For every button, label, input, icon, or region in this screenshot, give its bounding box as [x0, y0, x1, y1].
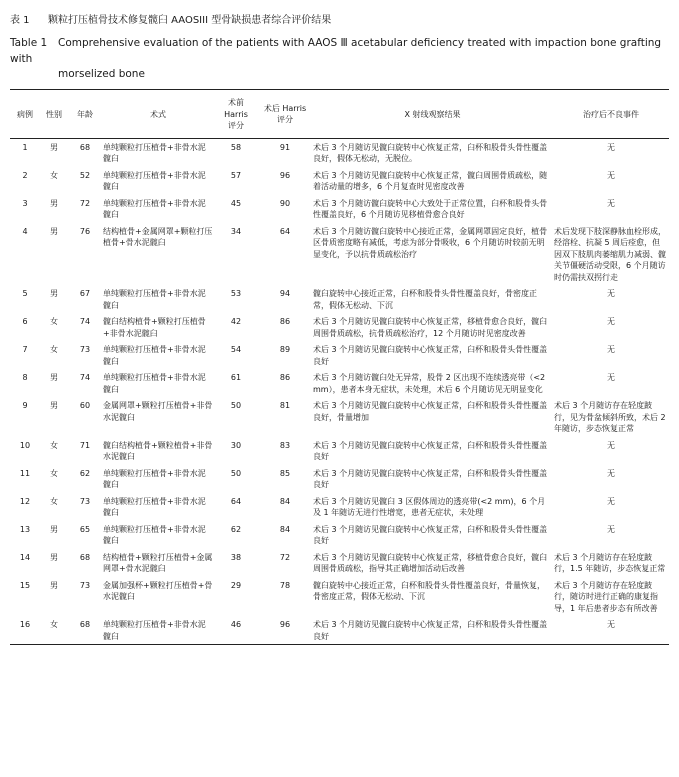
cell-xray: 术后 3 个月随访见髋臼旋转中心恢复正常，臼杯和股骨头骨性覆盖良好 — [313, 468, 548, 489]
cell-xray: 术后 3 个月随访见髋臼旋转中心恢复正常，臼杯和股骨头骨性覆盖良好 — [312, 616, 553, 645]
cell-xray: 术后 3 个月随访见髋臼旋转中心恢复正常，移植骨愈合良好，髋臼周围骨质疏松，抗骨质疏松治疗，12 个月随访时见密度改善 — [313, 317, 548, 338]
cell-post-harris: 81 — [279, 401, 291, 410]
cell-pre-harris: 46 — [214, 616, 258, 645]
cell-xray: 髋臼旋转中心接近正常，臼杯和股骨头骨性覆盖良好，骨密度正常，假体无松动、下沉 — [313, 289, 537, 310]
table-row — [10, 465, 669, 493]
table-row — [10, 549, 669, 577]
cell-xray: 术后 3 个月随访见髋臼旋转中心恢复正常，臼杯和股骨头骨性覆盖良好 — [313, 440, 548, 461]
cell-sex: 女 — [50, 468, 58, 478]
cell-procedure: 单纯颗粒打压植骨+非骨水泥髋臼 — [103, 373, 206, 394]
cell-xray: 髋臼旋转中心接近正常，臼杯和股骨头骨性覆盖良好，骨量恢复，骨密度正常，假体无松动、下沉 — [313, 580, 545, 601]
cell-procedure: 单纯颗粒打压植骨+非骨水泥髋臼 — [103, 496, 206, 517]
cell-adverse: 无 — [607, 170, 615, 180]
cell-sex: 女 — [50, 440, 58, 450]
cell-pre-harris: 62 — [230, 524, 242, 534]
cell-pre-harris: 50 — [230, 401, 242, 410]
cell-age: 71 — [79, 440, 91, 450]
header-case: 病例 — [10, 90, 40, 139]
table-body — [10, 138, 669, 645]
cell-sex: 男 — [50, 580, 58, 590]
cell-adverse: 术后 3 个月随访存在轻度跛行，1.5 年随访，步态恢复正常 — [554, 552, 666, 573]
cell-post-harris: 96 — [279, 170, 291, 180]
header-procedure: 术式 — [102, 90, 214, 139]
table-row — [10, 195, 669, 223]
cell-age: 73 — [79, 580, 91, 590]
cell-pre-harris: 61 — [230, 373, 242, 382]
cell-xray: 术后 3 个月随访见髋臼旋转中心恢复正常，移植骨愈合良好，髋臼周围骨质疏松，指导其正确增加活动后改善 — [313, 552, 548, 573]
cell-procedure: 髋臼结构植骨+颗粒打压植骨+非骨水泥髋臼 — [103, 317, 206, 338]
cell-age: 74 — [79, 373, 91, 382]
table-row — [10, 369, 669, 397]
cell-adverse: 无 — [607, 317, 615, 326]
cell-sex: 女 — [50, 170, 58, 180]
cell-pre-harris: 42 — [230, 317, 242, 326]
cell-pre-harris: 58 — [230, 142, 242, 152]
cell-case: 8 — [22, 373, 28, 382]
cell-procedure: 金属加强杯+颗粒打压植骨+骨水泥髋臼 — [103, 580, 213, 601]
cell-pre-harris: 45 — [230, 198, 242, 208]
cell-age: 52 — [79, 170, 91, 180]
cell-procedure: 单纯颗粒打压植骨+非骨水泥髋臼 — [103, 198, 206, 219]
cell-xray: 术后 3 个月随访髋臼旋转中心接近正常，金属网罩固定良好，植骨区骨质密度略有减低，考虑为部分骨吸收，6 个月随访时较前无明显变化，予以抗骨质疏松治疗 — [313, 226, 548, 259]
table-row — [10, 616, 669, 645]
cell-adverse: 术后 3 个月随访存在轻度跛行，随访时进行正确的康复指导，1 年后患者步态有所改善 — [554, 580, 658, 613]
header-pre-harris-l2: Harris — [224, 109, 248, 119]
cell-sex: 男 — [50, 552, 58, 562]
cell-adverse: 无 — [607, 468, 615, 478]
cell-age: 68 — [68, 616, 102, 645]
cell-sex: 女 — [40, 616, 68, 645]
cell-adverse: 无 — [607, 289, 615, 298]
cell-adverse: 无 — [607, 142, 615, 152]
cell-case: 2 — [22, 170, 28, 180]
cell-age: 60 — [79, 401, 91, 410]
cell-age: 62 — [79, 468, 91, 478]
cell-case: 11 — [19, 468, 31, 478]
cell-post-harris: 96 — [258, 616, 312, 645]
table-row — [10, 167, 669, 195]
cell-pre-harris: 57 — [230, 170, 242, 180]
cell-age: 68 — [79, 142, 91, 152]
cell-sex: 男 — [50, 524, 58, 534]
table-row — [10, 285, 669, 313]
cell-procedure: 单纯颗粒打压植骨+非骨水泥髋臼 — [103, 289, 206, 310]
cell-adverse: 无 — [607, 198, 615, 208]
cell-adverse: 无 — [607, 373, 615, 382]
cell-pre-harris: 29 — [230, 580, 242, 590]
cell-procedure: 结构植骨+颗粒打压植骨+金属网罩+骨水泥髋臼 — [103, 552, 213, 573]
cell-case: 15 — [19, 580, 31, 590]
cell-post-harris: 91 — [279, 142, 291, 152]
cell-age: 65 — [79, 524, 91, 534]
cell-xray: 术后 3 个月随访见髋臼旋转中心恢复正常，臼杯和股骨头骨性覆盖良好 — [313, 524, 548, 545]
cell-pre-harris: 38 — [230, 552, 242, 562]
results-table — [10, 89, 669, 645]
cell-pre-harris: 54 — [230, 345, 242, 354]
table-row — [10, 437, 669, 465]
cell-case: 9 — [22, 401, 28, 410]
cell-sex: 男 — [50, 198, 58, 208]
cell-age: 67 — [79, 289, 91, 298]
cell-sex: 女 — [50, 496, 58, 506]
cell-age: 73 — [79, 496, 91, 506]
cell-post-harris: 86 — [279, 317, 291, 326]
cell-xray: 术后 3 个月随访见髋臼旋转中心恢复正常，臼杯和股骨头骨性覆盖良好，骨量增加 — [313, 401, 548, 422]
cell-sex: 男 — [50, 401, 58, 410]
cell-adverse: 术后 3 个月随访存在轻度跛行，见为骨盆倾斜所致，术后 2 年随访，步态恢复正常 — [554, 401, 666, 433]
cell-adverse: 无 — [607, 345, 615, 354]
cell-xray: 术后 3 个月随访髋臼旋转中心大致处于正常位置，臼杯和股骨头骨性覆盖良好，6 个月随访见移植骨愈合良好 — [313, 198, 548, 219]
cell-case: 14 — [19, 552, 31, 562]
cell-case: 13 — [19, 524, 31, 534]
cell-post-harris: 89 — [279, 345, 291, 354]
cell-post-harris: 86 — [279, 373, 291, 382]
table-row — [10, 493, 669, 521]
header-post-harris-l2: 评分 — [277, 115, 293, 125]
cell-procedure: 单纯颗粒打压植骨+非骨水泥髋臼 — [103, 170, 206, 191]
cell-post-harris: 90 — [279, 198, 291, 208]
cell-pre-harris: 30 — [230, 440, 242, 450]
cell-sex: 男 — [50, 373, 58, 382]
cell-xray: 术后 3 个月随访见髋臼旋转中心恢复正常，髋臼周围骨质疏松，随着活动量的增多，6 个月复查时见密度改善 — [313, 170, 548, 191]
header-age: 年龄 — [68, 90, 102, 139]
cell-case: 6 — [22, 317, 28, 326]
header-pre-harris — [214, 90, 258, 139]
cell-age: 72 — [79, 198, 91, 208]
cell-adverse: 无 — [553, 616, 669, 645]
cell-age: 73 — [79, 345, 91, 354]
table-row — [10, 397, 669, 437]
table-row — [10, 341, 669, 369]
cell-sex: 女 — [50, 317, 58, 326]
table-title-cn: 颗粒打压植骨技术修复髋臼 AAOSIII 型骨缺损患者综合评价结果 — [48, 15, 332, 26]
cell-pre-harris: 64 — [230, 496, 242, 506]
cell-post-harris: 83 — [279, 440, 291, 450]
cell-sex: 男 — [50, 226, 58, 236]
cell-xray: 术后 3 个月随访见髋臼旋转中心恢复正常，臼杯和股骨头骨性覆盖良好 — [313, 345, 548, 366]
cell-case: 4 — [22, 226, 28, 236]
header-sex: 性别 — [40, 90, 68, 139]
header-pre-harris-l3: 评分 — [228, 121, 244, 130]
cell-sex: 女 — [50, 345, 58, 354]
cell-post-harris: 78 — [279, 580, 291, 590]
header-post-harris-l1: 术后 Harris — [263, 103, 307, 113]
cell-adverse: 术后发现下肢深静脉血栓形成，经溶栓、抗凝 5 周后痊愈，但因双下肢肌肉萎缩肌力减弱、髋关节僵硬活动受限，6 个月随访时仍需扶双拐行走 — [554, 226, 666, 282]
table-row — [10, 313, 669, 341]
cell-age: 76 — [79, 226, 91, 236]
cell-adverse: 无 — [607, 524, 615, 534]
cell-adverse: 无 — [607, 496, 615, 506]
table-number-en: Table 1 — [10, 37, 48, 49]
header-row — [10, 90, 669, 139]
cell-procedure: 单纯颗粒打压植骨+非骨水泥髋臼 — [103, 345, 206, 366]
cell-case: 7 — [22, 345, 28, 354]
cell-case: 12 — [19, 496, 31, 506]
table-title-en-line1: Comprehensive evaluation of the patients with AAOS Ⅲ acetabular deficiency treated with impaction bone grafting with — [10, 37, 662, 65]
table-title-en-line2: morselized bone — [58, 68, 145, 80]
table-caption-en — [10, 35, 669, 67]
cell-post-harris: 84 — [279, 524, 291, 534]
table-number-cn: 表 1 — [10, 15, 30, 26]
cell-pre-harris: 34 — [230, 226, 242, 236]
table-row — [10, 577, 669, 617]
cell-procedure: 单纯颗粒打压植骨+非骨水泥髋臼 — [103, 524, 206, 545]
header-pre-harris-l1: 术前 — [228, 98, 244, 107]
cell-case: 1 — [22, 142, 28, 152]
cell-case: 3 — [22, 198, 28, 208]
cell-procedure: 髋臼结构植骨+颗粒植骨+非骨水泥髋臼 — [103, 440, 213, 461]
cell-case: 10 — [19, 440, 31, 450]
cell-procedure: 单纯颗粒打压植骨+非骨水泥髋臼 — [103, 468, 206, 489]
cell-post-harris: 72 — [279, 552, 291, 562]
cell-post-harris: 85 — [279, 468, 291, 478]
cell-post-harris: 84 — [279, 496, 291, 506]
cell-xray: 术后 3 个月随访髋臼处无异常，股骨 2 区出现不连续透亮带（<2 mm），患者本身无症状，未处理，术后 6 个月随访见无明显变化 — [313, 373, 546, 394]
cell-procedure: 单纯颗粒打压植骨+非骨水泥髋臼 — [102, 616, 214, 645]
cell-age: 68 — [79, 552, 91, 562]
cell-case: 5 — [22, 289, 28, 298]
header-xray: X 射线观察结果 — [312, 90, 553, 139]
cell-xray: 术后 3 个月随访见髋臼 3 区假体周边的透亮带(<2 mm)，6 个月及 1 年随访无进行性增宽，患者无症状，未处理 — [313, 496, 546, 517]
header-post-harris — [258, 90, 312, 139]
table-row — [10, 138, 669, 167]
cell-adverse: 无 — [607, 440, 615, 450]
cell-procedure: 金属网罩+颗粒打压植骨+非骨水泥髋臼 — [103, 401, 213, 422]
cell-post-harris: 64 — [279, 226, 291, 236]
cell-age: 74 — [79, 317, 91, 326]
cell-xray: 术后 3 个月随访见髋臼旋转中心恢复正常，臼杯和股骨头骨性覆盖良好，假体无松动，无脱位。 — [313, 142, 548, 163]
header-adverse: 治疗后不良事件 — [553, 90, 669, 139]
cell-procedure: 单纯颗粒打压植骨+非骨水泥髋臼 — [103, 142, 206, 163]
table-row — [10, 521, 669, 549]
table-row — [10, 223, 669, 286]
cell-sex: 男 — [50, 289, 58, 298]
cell-pre-harris: 53 — [230, 289, 242, 298]
cell-post-harris: 94 — [279, 289, 291, 298]
cell-case: 16 — [10, 616, 40, 645]
cell-procedure: 结构植骨+金属网罩+颗粒打压植骨+骨水泥髋臼 — [103, 226, 213, 247]
cell-sex: 男 — [50, 142, 58, 152]
table-caption-cn — [10, 14, 669, 28]
cell-pre-harris: 50 — [230, 468, 242, 478]
